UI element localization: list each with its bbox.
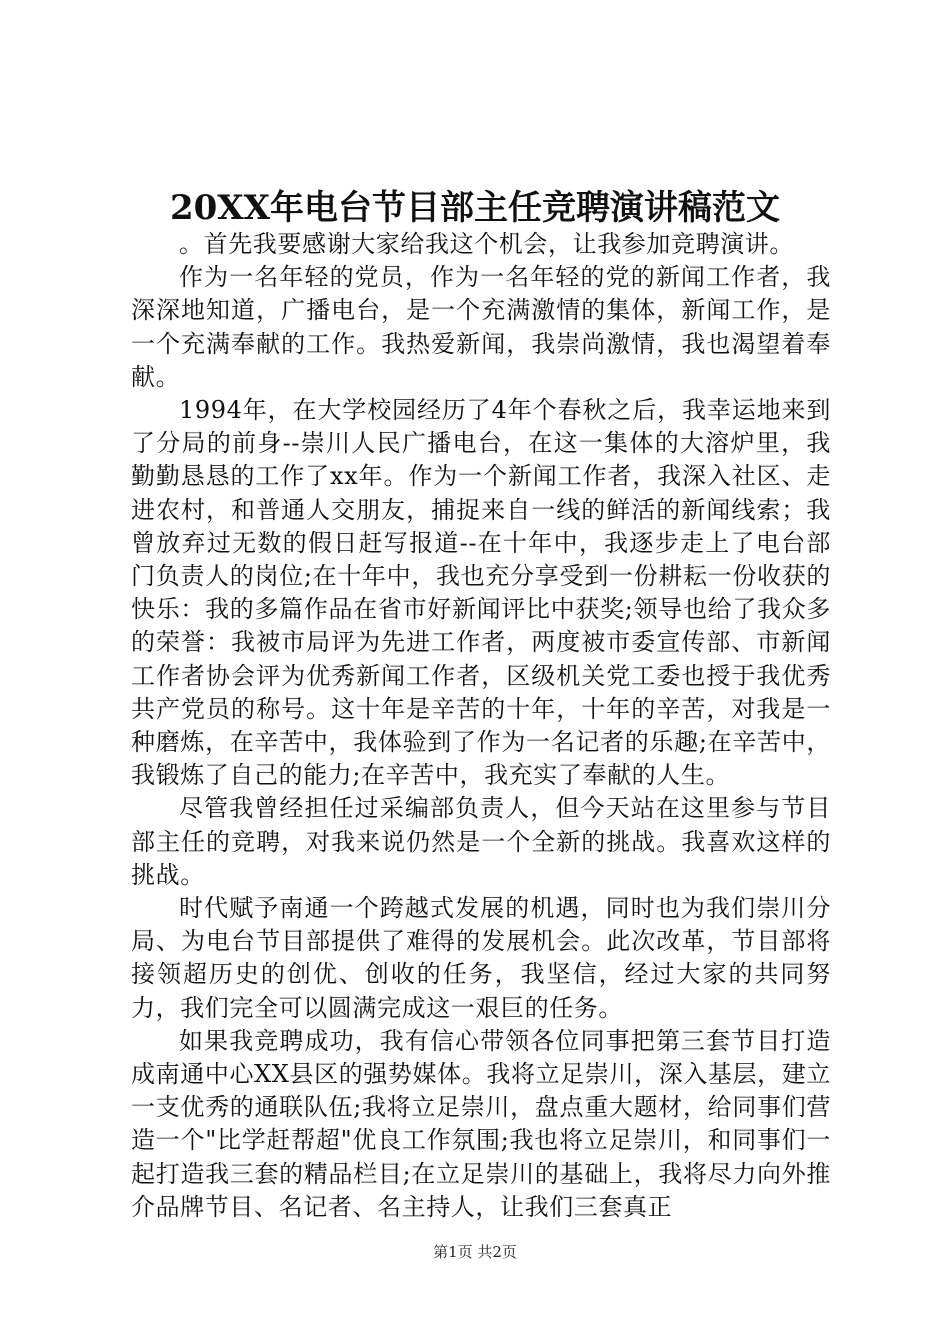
paragraph-5: 时代赋予南通一个跨越式发展的机遇，同时也为我们崇川分局、为电台节目部提供了难得的发展机会。此次改革，节目部将接领超历史的创优、创收的任务，我坚信，经过大家的共同努力，我们完全可以圆满完成这一艰巨的任务。 bbox=[131, 894, 831, 1022]
paragraph-2: 作为一名年轻的党员，作为一名年轻的党的新闻工作者，我深深地知道，广播电台，是一个充满激情的集体，新闻工作，是一个充满奉献的工作。我热爱新闻，我崇尚激情，我也渴望着奉献。 bbox=[131, 263, 831, 391]
page-number-footer: 第1页 共2页 bbox=[433, 1243, 517, 1261]
paragraph-4: 尽管我曾经担任过采编部负责人，但今天站在这里参与节目部主任的竞聘，对我来说仍然是一个全新的挑战。我喜欢这样的挑战。 bbox=[131, 794, 831, 889]
document-title: 20XX年电台节目部主任竞聘演讲稿范文 bbox=[169, 188, 781, 228]
paragraph-6: 如果我竞聘成功，我有信心带领各位同事把第三套节目打造成南通中心XX县区的强势媒体。我将立足崇川，深入基层，建立一支优秀的通联队伍;我将立足崇川，盘点重大题材，给同事们营造一个"比学赶帮超"优良工作氛围;我也将立足崇川，和同事们一起打造我三套的精品栏目;在立足崇川的基础上，我将尽力向外推介品牌节目、名记者、名主持人，让我们三套真正 bbox=[131, 1026, 831, 1221]
paragraph-3: 1994年，在大学校园经历了4年个春秋之后，我幸运地来到了分局的前身--崇川人民广播电台，在这一集体的大溶炉里，我勤勤恳恳的工作了xx年。作为一个新闻工作者，我深入社区、走进农村，和普通人交朋友，捕捉来自一线的鲜活的新闻线索；我曾放弃过无数的假日赶写报道--在十年中，我逐步走上了电台部门负责人的岗位;在十年中，我也充分享受到一份耕耘一份收获的快乐：我的多篇作品在省市好新闻评比中获奖;领导也给了我众多的荣誉：我被市局评为先进工作者，两度被市委宣传部、市新闻工作者协会评为优秀新闻工作者，区级机关党工委也授于我优秀共产党员的称号。这十年是辛苦的十年，十年的辛苦，对我是一种磨炼，在辛苦中，我体验到了作为一名记者的乐趣;在辛苦中，我锻炼了自己的能力;在辛苦中，我充实了奉献的人生。 bbox=[131, 396, 831, 790]
paragraph-1: 。首先我要感谢大家给我这个机会，让我参加竞聘演讲。 bbox=[179, 230, 794, 258]
document-body bbox=[131, 228, 831, 1224]
